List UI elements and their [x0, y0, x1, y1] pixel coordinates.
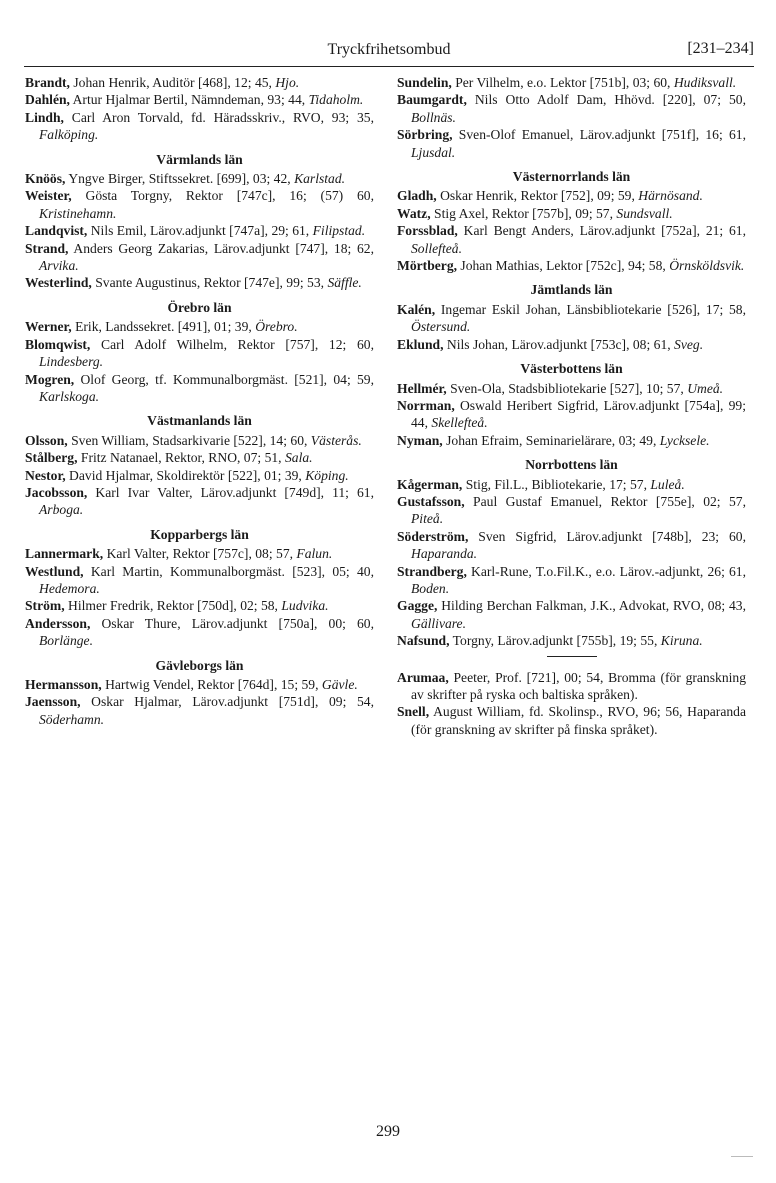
entry-place: Borlänge. [39, 633, 93, 649]
entry-place: Sveg. [674, 336, 704, 352]
list-item [25, 170, 374, 187]
list-item [25, 615, 374, 650]
entry-name: Werner, [25, 319, 72, 335]
entry-name: Jaensson, [25, 694, 81, 710]
entry-name: Kalén, [397, 301, 436, 317]
list-item [25, 545, 374, 562]
region-heading: Västernorrlands län [512, 169, 631, 185]
entry-name: Blomqwist, [25, 336, 91, 352]
entry-place: Sala. [284, 450, 313, 466]
entry-details: Sven William, Stadsarkivarie [522], 14; 60, [67, 432, 311, 448]
entry-name: Kågerman, [397, 476, 463, 492]
entry-place: Karlstad. [294, 171, 346, 187]
entry-place: Örnsköldsvik. [669, 258, 745, 274]
entry-name: Brandt, [25, 75, 70, 90]
list-item [25, 484, 374, 519]
entry-name: Gagge, [397, 598, 438, 614]
entry-name: Strand, [25, 240, 69, 256]
entry-name: Sundelin, [397, 75, 452, 90]
entry-place: Söderhamn. [39, 711, 105, 727]
entry-details: Stig, Fil.L., Bibliotekarie, 17; 57, [462, 476, 651, 492]
entry-name: Jacobsson, [25, 484, 88, 500]
list-item [397, 74, 746, 91]
entry-details: Olof Georg, tf. Kommunalborgmäst. [521], 04; 59, [74, 371, 374, 387]
entry-name: Strandberg, [397, 563, 467, 579]
list-item [25, 74, 374, 91]
list-item [25, 187, 374, 222]
region-heading: Jämtlands län [530, 282, 613, 298]
right-column [397, 74, 746, 738]
list-item [25, 597, 374, 614]
entry-details: Karl-Rune, T.o.Fil.K., e.o. Lärov.-adjunkt, 26; 61, [466, 563, 746, 579]
entry-details: Johan Efraim, Seminarielärare, 03; 49, [442, 432, 660, 448]
entry-details: Carl Adolf Wilhelm, Rektor [757], 12; 60, [90, 336, 374, 352]
entry-name: Watz, [397, 205, 431, 221]
list-item [397, 493, 746, 528]
entry-name: Landqvist, [25, 223, 88, 239]
entry-name: Hellmér, [397, 380, 447, 396]
entry-details: Yngve Birger, Stiftssekret. [699], 03; 42, [65, 171, 295, 187]
entry-name: Lindh, [25, 109, 64, 125]
entry-details: Artur Hjalmar Bertil, Nämndeman, 93; 44, [69, 92, 309, 108]
entry-name: Mörtberg, [397, 258, 458, 274]
running-title: Tryckfrihetsombud [327, 41, 451, 58]
entry-name: Nestor, [25, 467, 66, 483]
entry-name: Westerlind, [25, 275, 92, 291]
entry-name: Snell, [397, 704, 430, 720]
entry-place: Tidaholm. [308, 92, 364, 108]
entry-place: Örebro. [255, 319, 298, 335]
list-item [25, 222, 374, 239]
entry-details: Karl Martin, Kommunalborgmäst. [523], 05; 40, [83, 563, 374, 579]
entry-place: Filipstad. [312, 223, 366, 239]
entry-place: Haparanda. [411, 546, 478, 562]
list-item [397, 91, 746, 126]
entry-place: Lindesberg. [39, 354, 104, 370]
list-item [25, 336, 374, 371]
entry-name: Baumgardt, [397, 92, 467, 108]
entry-details: Johan Henrik, Auditör [468], 12; 45, [69, 75, 276, 90]
entry-place: Umeå. [687, 380, 724, 396]
left-column [25, 74, 374, 728]
list-item [397, 597, 746, 632]
list-item [25, 449, 374, 466]
list-item [25, 676, 374, 693]
list-item [397, 380, 746, 397]
entry-name: Stålberg, [25, 450, 78, 466]
entry-details: Ingemar Eskil Johan, Länsbibliotekarie [526], 17; 58, [435, 301, 746, 317]
region-heading: Värmlands län [156, 151, 243, 167]
entry-place: Ludvika. [281, 598, 329, 614]
entry-name: Mogren, [25, 371, 75, 387]
entry-details: Paul Gustaf Emanuel, Rektor [755e], 02; 57, [464, 493, 746, 509]
entry-place: Västerås. [310, 432, 362, 448]
entry-details: Hilding Berchan Falkman, J.K., Advokat, RVO, 08; 43, [437, 598, 746, 614]
entry-details: Johan Mathias, Lektor [752c], 94; 58, [457, 258, 670, 274]
entry-place: Falun. [296, 546, 333, 562]
entry-place: Kristinehamn. [39, 205, 117, 221]
entry-place: Gällivare. [411, 615, 466, 631]
entry-name: Knöös, [25, 171, 66, 187]
page-number: 299 [376, 1123, 400, 1140]
entry-details: Nils Otto Adolf Dam, Hhövd. [220], 07; 50, [466, 92, 746, 108]
list-item [25, 432, 374, 449]
entry-place: Hjo. [275, 75, 300, 90]
list-item [397, 301, 746, 336]
entry-details: Sven-Olof Emanuel, Lärov.adjunkt [751f], 16; 61, [452, 127, 746, 143]
section-range: [231–234] [687, 40, 754, 57]
list-item [25, 91, 374, 108]
entry-details: Sven Sigfrid, Lärov.adjunkt [748b], 23; 60, [468, 528, 746, 544]
list-item [397, 632, 746, 649]
region-heading: Kopparbergs län [150, 526, 249, 542]
entry-place: Säffle. [327, 275, 362, 291]
entry-name: Norrman, [397, 397, 455, 413]
list-item [25, 467, 374, 484]
list-item [397, 476, 746, 493]
list-item [397, 205, 746, 222]
list-item [25, 563, 374, 598]
entry-details: Gösta Torgny, Rektor [747c], 16; (57) 60, [71, 188, 374, 204]
page-header [24, 38, 754, 67]
entry-place: Ljusdal. [411, 144, 456, 160]
entry-details: Oswald Heribert Sigfrid, Lärov.adjunkt [754a], 99; 44, [411, 397, 746, 431]
entry-place: Härnösand. [638, 188, 703, 204]
section-divider [547, 656, 597, 657]
entry-details: Hilmer Fredrik, Rektor [750d], 02; 58, [64, 598, 282, 614]
region-heading: Gävleborgs län [155, 657, 244, 673]
entry-name: Gladh, [397, 188, 437, 204]
entry-place: Kiruna. [660, 633, 703, 649]
list-item [25, 240, 374, 275]
list-item [397, 126, 746, 161]
entry-name: Dahlén, [25, 92, 70, 108]
entry-name: Söderström, [397, 528, 469, 544]
entry-place: Hedemora. [39, 580, 100, 596]
entry-name: Lannermark, [25, 546, 104, 562]
list-item [25, 109, 374, 144]
list-item [397, 528, 746, 563]
entry-details: Karl Ivar Valter, Lärov.adjunkt [749d], 11; 61, [87, 484, 374, 500]
list-item [25, 371, 374, 406]
list-item [25, 693, 374, 728]
entry-details: Anders Georg Zakarias, Lärov.adjunkt [747], 18; 62, [68, 240, 374, 256]
list-item [397, 669, 746, 704]
entry-details: Fritz Natanael, Rektor, RNO, 07; 51, [77, 450, 285, 466]
entry-place: Skellefteå. [431, 415, 488, 431]
entry-name: Olsson, [25, 432, 68, 448]
entry-name: Andersson, [25, 615, 91, 631]
entry-place: Östersund. [411, 319, 471, 335]
list-item [397, 397, 746, 432]
entry-place: Falköping. [39, 127, 99, 143]
list-item [397, 703, 746, 738]
entry-name: Ström, [25, 598, 65, 614]
entry-details: Hartwig Vendel, Rektor [764d], 15; 59, [101, 677, 322, 692]
region-heading: Norrbottens län [525, 457, 618, 473]
entry-place: Karlskoga. [39, 388, 100, 404]
region-heading: Örebro län [167, 299, 232, 315]
list-item [397, 432, 746, 449]
entry-name: Nafsund, [397, 633, 450, 649]
list-item [397, 257, 746, 274]
entry-details: David Hjalmar, Skoldirektör [522], 01; 39, [65, 467, 306, 483]
entry-place: Hudiksvall. [673, 75, 737, 90]
entry-name: Weister, [25, 188, 72, 204]
entry-details: Stig Axel, Rektor [757b], 09; 57, [430, 205, 617, 221]
entry-place: Boden. [411, 580, 450, 596]
region-heading: Västerbottens län [520, 361, 623, 377]
entry-details: August William, fd. Skolinsp., RVO, 96; 56, Haparanda (för granskning av skrifter på finska språket). [411, 704, 746, 737]
entry-name: Gustafsson, [397, 493, 465, 509]
entry-details: Nils Johan, Lärov.adjunkt [753c], 08; 61, [443, 336, 675, 352]
entry-place: Luleå. [650, 476, 685, 492]
entry-place: Arboga. [39, 502, 84, 518]
list-item [397, 336, 746, 353]
entry-name: Eklund, [397, 336, 444, 352]
entry-details: Nils Emil, Lärov.adjunkt [747a], 29; 61, [87, 223, 313, 239]
list-item [25, 274, 374, 291]
entry-details: Torgny, Lärov.adjunkt [755b], 19; 55, [449, 633, 661, 649]
region-heading: Västmanlands län [147, 413, 252, 429]
entry-name: Westlund, [25, 563, 84, 579]
entry-place: Gävle. [321, 677, 358, 692]
entry-name: Nyman, [397, 432, 443, 448]
entry-place: Lycksele. [659, 432, 710, 448]
corner-mark [731, 1156, 753, 1157]
entry-details: Erik, Landssekret. [491], 01; 39, [71, 319, 256, 335]
entry-details: Oskar Henrik, Rektor [752], 09; 59, [436, 188, 639, 204]
entry-details: Svante Augustinus, Rektor [747e], 99; 53, [91, 275, 328, 291]
entry-place: Piteå. [411, 511, 444, 527]
entry-details: Per Vilhelm, e.o. Lektor [751b], 03; 60, [451, 75, 674, 90]
list-item [25, 318, 374, 335]
entry-name: Arumaa, [397, 669, 449, 685]
entry-name: Sörbring, [397, 127, 453, 143]
entry-name: Hermansson, [25, 677, 102, 692]
entry-details: Carl Aron Torvald, fd. Häradsskriv., RVO, 93; 35, [63, 109, 374, 125]
entry-details: Peeter, Prof. [721], 00; 54, Bromma (för granskning av skrifter på ryska och baltiska språken). [411, 669, 746, 702]
entry-details: Karl Bengt Anders, Lärov.adjunkt [752a], 21; 61, [457, 223, 746, 239]
entry-details: Karl Valter, Rektor [757c], 08; 57, [103, 546, 297, 562]
list-item [397, 187, 746, 204]
entry-details: Oskar Thure, Lärov.adjunkt [750a], 00; 60, [90, 615, 374, 631]
entry-details: Oskar Hjalmar, Lärov.adjunkt [751d], 09; 54, [80, 694, 374, 710]
entry-place: Arvika. [39, 258, 79, 274]
list-item [397, 563, 746, 598]
list-item [397, 222, 746, 257]
entry-place: Bollnäs. [411, 109, 456, 125]
entry-place: Sollefteå. [411, 240, 462, 256]
entry-name: Forssblad, [397, 223, 458, 239]
entry-place: Köping. [305, 467, 349, 483]
entry-place: Sundsvall. [616, 205, 673, 221]
entry-details: Sven-Ola, Stadsbibliotekarie [527], 10; 57, [446, 380, 688, 396]
